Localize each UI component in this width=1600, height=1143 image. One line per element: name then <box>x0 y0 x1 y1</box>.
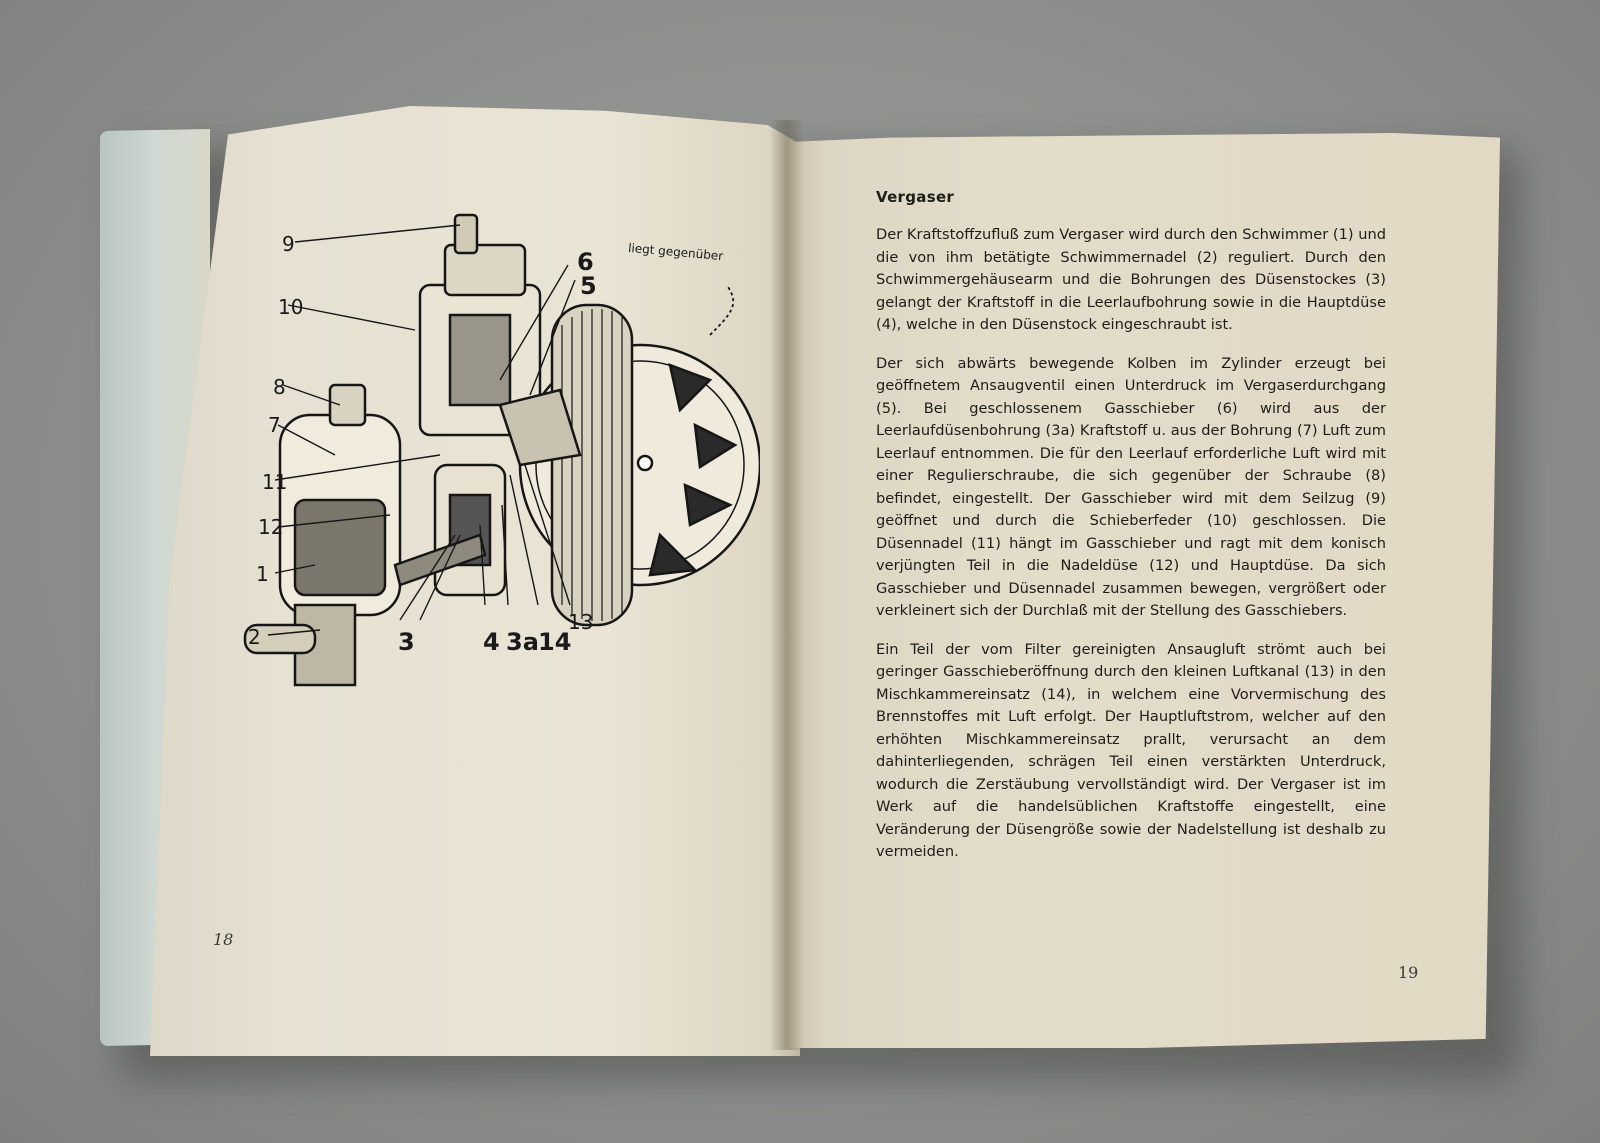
label-10: 10 <box>278 295 304 319</box>
label-6: 6 <box>577 248 594 276</box>
paragraph-1: Der Kraftstoffzufluß zum Vergaser wird durch den Schwimmer (1) und die von ihm betätigte Schwimmernadel (2) reguliert. Durch den Schwimmergehäusearm und die Bohrungen des Düsenstockes (3) gelangt der Kraftstoff in die Leerlaufbohrung sowie in die Hauptdüse (4), welche in den Düsenstock eingeschraubt ist. <box>876 226 1386 333</box>
page-number-right: 19 <box>1398 963 1419 982</box>
label-note: liegt gegenüber <box>627 240 724 264</box>
label-3: 3 <box>398 628 415 656</box>
label-2: 2 <box>248 625 261 649</box>
book-gutter <box>770 120 804 1050</box>
label-14: 14 <box>538 628 572 656</box>
page-number-left: 18 <box>213 930 234 949</box>
label-4: 4 <box>483 628 500 656</box>
label-13: 13 <box>568 610 594 634</box>
label-7: 7 <box>268 413 281 437</box>
paragraph-3: Ein Teil der vom Filter gereinigten Ansaugluft strömt auch bei geringer Gasschieberöffnung durch den kleinen Luftkanal (13) in den Mischkammereinsatz (14), in welchem eine Vorvermischung des Brennstoffes mit Luft erfolgt. Der Hauptluftstrom, welcher auf den erhöhten Mischkammereinsatz prallt, verursacht an dem dahinterliegenden, schrägen Teil einen verstärkten Unterdruck, wodurch die Zerstäubung vervollständigt wird. Der Vergaser ist im Werk auf die handelsüblichen Kraftstoffe eingestellt, eine Veränderung der Düsengröße sowie der Nadelstellung ist deshalb zu vermeiden. <box>876 640 1386 860</box>
label-9: 9 <box>282 232 295 256</box>
label-3a: 3a <box>506 628 539 656</box>
section-heading: Vergaser <box>876 188 955 206</box>
label-11: 11 <box>262 470 288 494</box>
label-1: 1 <box>256 562 269 586</box>
label-5: 5 <box>580 272 597 300</box>
carburetor-illustration <box>240 205 760 705</box>
paragraph-2: Der sich abwärts bewegende Kolben im Zylinder erzeugt bei geöffnetem Ansaugventil einen Unterdruck im Vergaserdurchgang (5). Bei geschlossenem Gasschieber (6) wird aus der Leerlaufdüsenbohrung (3a) Kraftstoff u. aus der Bohrung (7) Luft zum Leerlauf entnommen. Die für den Leerlauf erforderliche Luft wird mit einer Regulierschraube, die sich gegenüber der Schraube (8) befindet, eingestellt. Der Gasschieber wird mit dem Seilzug (9) geöffnet und durch die Schieberfeder (10) geschlossen. Die Düsennadel (11) hängt im Gasschieber und ragt mit dem konisch verjüngten Teil in die Nadeldüse (12) und Hauptdüse. Da sich Gasschieber und Düsennadel zusammen bewegen, vergrößert oder verkleinert sich der Durchlaß mit der Stellung des Gasschiebers. <box>876 354 1386 619</box>
label-12: 12 <box>258 515 284 539</box>
label-8: 8 <box>273 375 286 399</box>
page-text <box>876 188 1386 880</box>
